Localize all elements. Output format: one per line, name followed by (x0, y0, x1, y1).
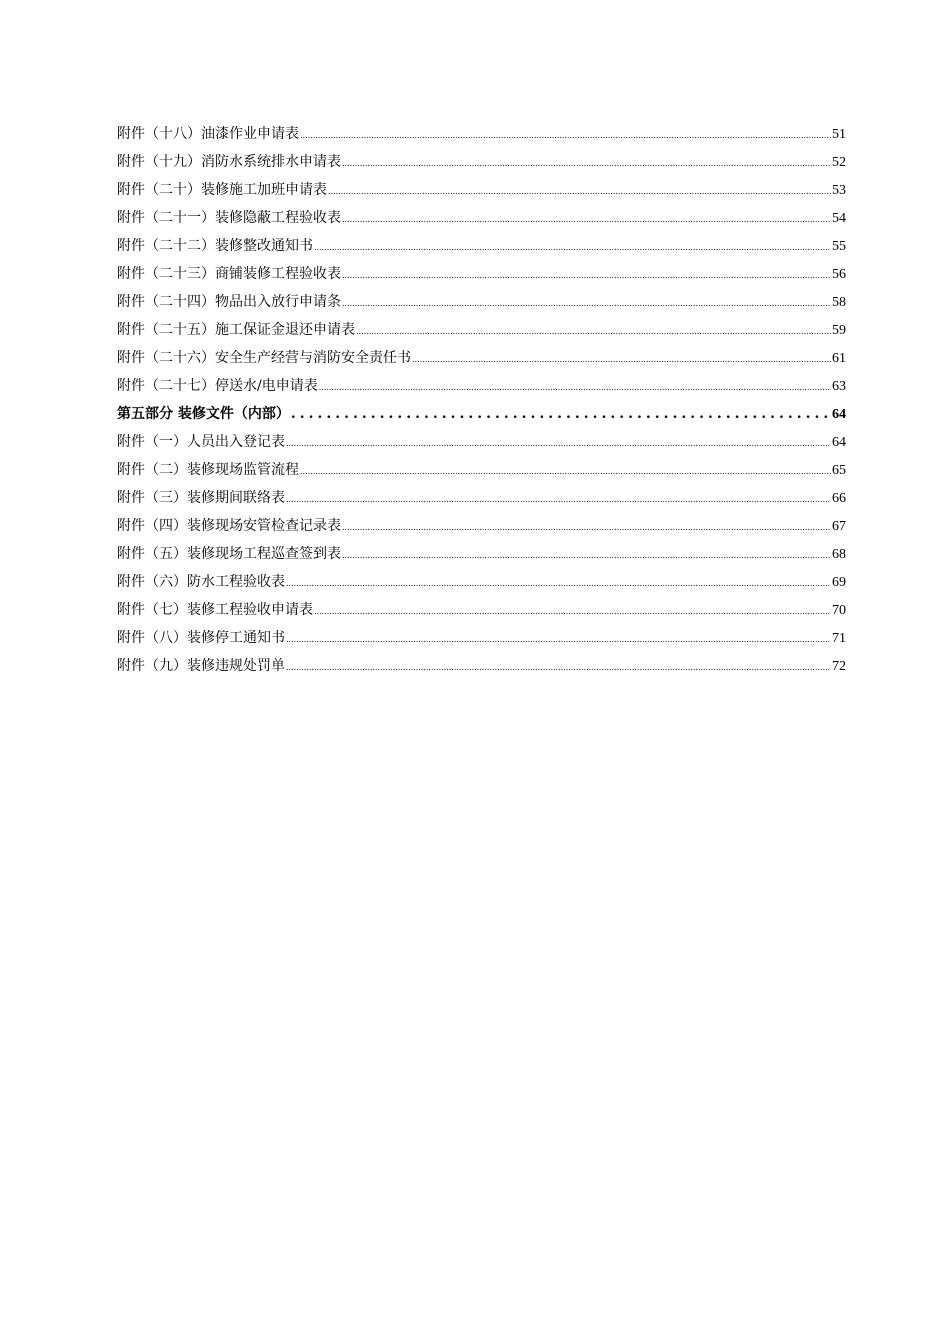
toc-entry[interactable] (117, 428, 846, 456)
toc-dot-leader (319, 374, 831, 402)
toc-dot-leader (342, 206, 831, 234)
toc-entry-title: 附件（七）装修工程验收申请表 (117, 602, 313, 618)
toc-entry-page: 52 (832, 155, 846, 170)
toc-entry[interactable] (117, 624, 846, 652)
toc-entry-title: 附件（八）装修停工通知书 (117, 630, 285, 646)
toc-dot-leader (356, 318, 831, 346)
toc-entry-page: 68 (832, 547, 846, 562)
toc-dot-leader (328, 178, 831, 206)
toc-dot-leader (342, 514, 831, 542)
toc-entry-page: 56 (832, 267, 846, 282)
toc-entry[interactable] (117, 148, 846, 176)
toc-section-heading[interactable] (117, 400, 846, 428)
toc-entry[interactable] (117, 288, 846, 316)
toc-entry-page: 53 (832, 183, 846, 198)
toc-entry[interactable] (117, 484, 846, 512)
toc-entry[interactable] (117, 652, 846, 680)
toc-entry-page: 71 (832, 631, 846, 646)
toc-entry[interactable] (117, 316, 846, 344)
toc-entry[interactable] (117, 512, 846, 540)
toc-entry-title: 附件（十九）消防水系统排水申请表 (117, 154, 341, 170)
toc-entry-title: 附件（五）装修现场工程巡查签到表 (117, 546, 341, 562)
toc-dot-leader (300, 458, 831, 486)
toc-entry-page: 61 (832, 351, 846, 366)
toc-dot-leader (314, 598, 831, 626)
toc-entry[interactable] (117, 204, 846, 232)
toc-dot-leader (286, 430, 831, 458)
toc-entry-title: 附件（十八）油漆作业申请表 (117, 126, 299, 142)
toc-dot-leader (342, 542, 831, 570)
toc-dot-leader (286, 486, 831, 514)
toc-entry-title: 附件（一）人员出入登记表 (117, 434, 285, 450)
toc-entry-title: 附件（二十六）安全生产经营与消防安全责任书 (117, 350, 411, 366)
toc-dot-leader (342, 150, 831, 178)
toc-entry-title: 附件（二十七）停送水/电申请表 (117, 378, 318, 394)
toc-entry[interactable] (117, 260, 846, 288)
toc-entry-title: 附件（二十四）物品出入放行申请条 (117, 294, 341, 310)
toc-entry-title: 附件（九）装修违规处罚单 (117, 658, 285, 674)
toc-dot-leader (314, 234, 831, 262)
toc-entry-title: 附件（二十五）施工保证金退还申请表 (117, 322, 355, 338)
toc-entry-page: 51 (832, 127, 846, 142)
toc-entry[interactable] (117, 344, 846, 372)
toc-entry-page: 70 (832, 603, 846, 618)
toc-dot-leader (286, 654, 831, 682)
toc-entry[interactable] (117, 232, 846, 260)
toc-dot-leader (300, 122, 831, 150)
toc-entry-page: 55 (832, 239, 846, 254)
toc-entry-page: 63 (832, 379, 846, 394)
toc-entry-title: 附件（二）装修现场监管流程 (117, 462, 299, 478)
toc-entry[interactable] (117, 120, 846, 148)
toc-entry-page: 66 (832, 491, 846, 506)
toc-dot-leader (291, 400, 831, 428)
table-of-contents (117, 120, 846, 680)
toc-entry-page: 65 (832, 463, 846, 478)
toc-entry-title: 附件（四）装修现场安管检查记录表 (117, 518, 341, 534)
toc-section-page: 64 (832, 407, 846, 422)
toc-entry-page: 58 (832, 295, 846, 310)
toc-entry[interactable] (117, 372, 846, 400)
toc-entry-page: 64 (832, 435, 846, 450)
toc-dot-leader (342, 290, 831, 318)
toc-entry-title: 附件（二十）装修施工加班申请表 (117, 182, 327, 198)
toc-entry-title: 附件（六）防水工程验收表 (117, 574, 285, 590)
toc-entry-page: 54 (832, 211, 846, 226)
toc-dot-leader (286, 626, 831, 654)
toc-entry-title: 附件（三）装修期间联络表 (117, 490, 285, 506)
toc-entry[interactable] (117, 596, 846, 624)
toc-dot-leader (412, 346, 831, 374)
toc-dot-leader (342, 262, 831, 290)
toc-entry-page: 69 (832, 575, 846, 590)
toc-entry[interactable] (117, 456, 846, 484)
toc-entry[interactable] (117, 568, 846, 596)
toc-entry-title: 附件（二十二）装修整改通知书 (117, 238, 313, 254)
toc-section-title: 第五部分 装修文件（内部） (117, 406, 290, 422)
toc-entry-title: 附件（二十三）商铺装修工程验收表 (117, 266, 341, 282)
toc-entry-page: 59 (832, 323, 846, 338)
toc-dot-leader (286, 570, 831, 598)
toc-entry[interactable] (117, 176, 846, 204)
toc-entry-title: 附件（二十一）装修隐蔽工程验收表 (117, 210, 341, 226)
toc-entry-page: 67 (832, 519, 846, 534)
toc-entry[interactable] (117, 540, 846, 568)
toc-entry-page: 72 (832, 659, 846, 674)
